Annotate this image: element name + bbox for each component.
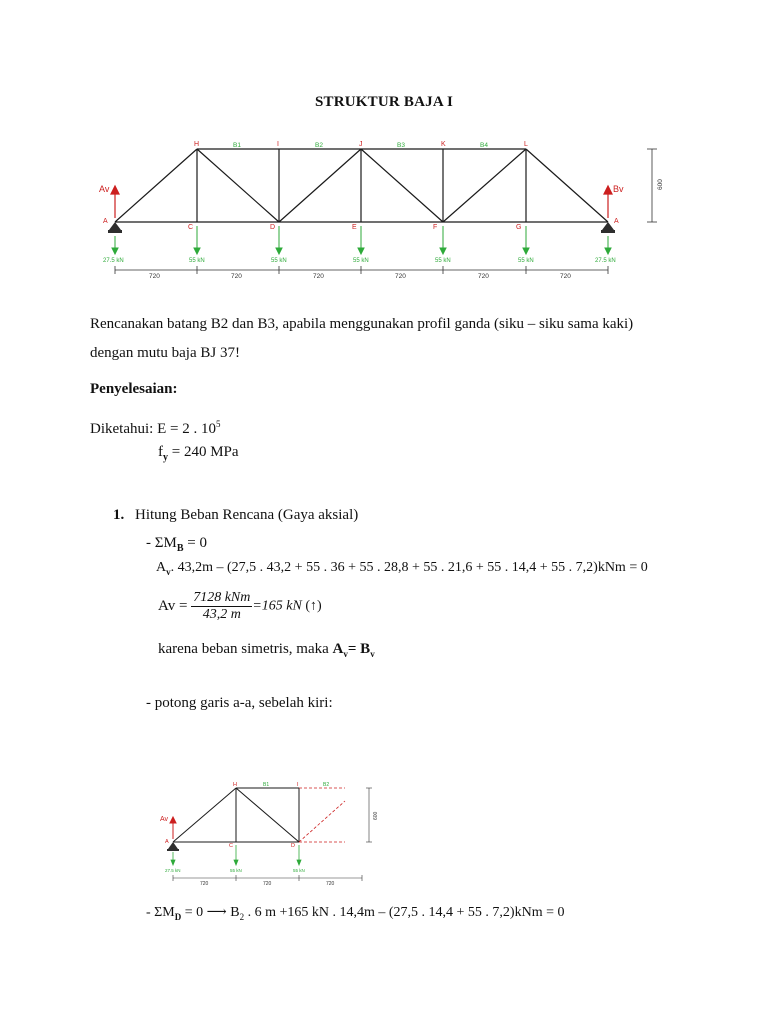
node-f: F — [433, 224, 438, 231]
problem-text-line1: Rencanakan batang B2 dan B3, apabila menggunakan profil ganda (siku – siku sama kaki) — [90, 316, 634, 332]
cut-node-c: C — [229, 843, 233, 849]
cut-node-a: A — [165, 839, 169, 845]
load-label: 55 kN — [435, 258, 451, 264]
node-l: L — [524, 141, 528, 148]
truss-diagram — [90, 130, 680, 285]
span-label: 720 — [231, 273, 242, 280]
support-right — [601, 222, 615, 233]
av-fraction-equation — [158, 590, 322, 623]
problem-text-line2: dengan mutu baja BJ 37! — [90, 345, 240, 361]
node-a-left: A — [103, 218, 108, 225]
sum-md-mid: = 0 ⟶ B — [181, 905, 240, 920]
known-e-exponent: 5 — [215, 419, 221, 429]
member-b4: B4 — [480, 142, 488, 149]
av-equation — [156, 555, 648, 585]
load-label: 55 kN — [518, 258, 534, 264]
load-label: 55 kN — [271, 258, 287, 264]
symm-bv-sub: v — [370, 649, 375, 659]
fraction-result: =165 kN — [252, 598, 302, 614]
symm-pre: karena beban simetris, maka — [158, 641, 333, 657]
symm-av: A — [332, 641, 344, 657]
node-k: K — [441, 141, 446, 148]
span-label: 720 — [560, 273, 571, 280]
sum-md-post: . 6 m +165 kN . 14,4m – (27,5 . 14,4 + 55 . 7,2)kNm = 0 — [244, 905, 565, 920]
step1-number: 1. — [113, 507, 125, 523]
node-c: C — [188, 224, 194, 231]
cut-span-label: 720 — [326, 881, 335, 887]
truss-members — [115, 149, 608, 222]
fy-f: f — [158, 444, 163, 460]
solution-heading: Penyelesaian: — [90, 381, 178, 397]
cut-member-b2: B2 — [323, 782, 330, 788]
span-label: 720 — [478, 273, 489, 280]
known-fy — [158, 439, 239, 471]
load-label: 27.5 kN — [595, 258, 616, 264]
cut-height-label: 600 — [373, 811, 379, 820]
symm-av-sub: v — [343, 649, 348, 659]
cut-node-i: I — [297, 782, 299, 788]
av-eq-sub: v — [166, 566, 171, 577]
sum-mb-post: = 0 — [183, 535, 207, 551]
member-b3: B3 — [397, 142, 405, 149]
load-label: 27.5 kN — [103, 258, 124, 264]
fy-value: = 240 MPa — [168, 444, 239, 460]
fraction-numerator: 7128 kNm — [193, 590, 251, 605]
cut-section-text: - potong garis a-a, sebelah kiri: — [146, 695, 333, 711]
symm-eq: = — [347, 641, 361, 657]
cut-node-d: D — [291, 843, 295, 849]
cut-span-label: 720 — [263, 881, 272, 887]
av-eq-post: . 43,2m – (27,5 . 43,2 + 55 . 36 + 55 . 28,8 + 55 . 21,6 + 55 . 14,4 + 55 . 7,2)kNm = 0 — [170, 560, 648, 575]
fy-sub: y — [163, 452, 168, 463]
support-left — [108, 222, 122, 233]
height-label: 600 — [657, 179, 664, 190]
fraction-denominator: 43,2 m — [202, 607, 241, 622]
symmetry-note — [158, 636, 375, 667]
known-e — [90, 411, 220, 442]
sum-md-sub2: 2 — [239, 911, 245, 922]
node-a-right: A — [614, 218, 619, 225]
load-label: 55 kN — [353, 258, 369, 264]
node-d: D — [270, 224, 276, 231]
node-h: H — [194, 141, 200, 148]
node-i: I — [277, 141, 279, 148]
av-eq-pre: A — [156, 560, 167, 575]
node-j: J — [359, 141, 363, 148]
sum-mb-pre: - ΣM — [146, 535, 177, 551]
span-label: 720 — [149, 273, 160, 280]
node-e: E — [352, 224, 357, 231]
load-label: 55 kN — [189, 258, 205, 264]
sum-md-pre: - ΣM — [146, 905, 175, 920]
cut-load-label: 27.5 kN — [165, 868, 181, 873]
av-fraction — [191, 590, 252, 623]
av-lhs: Av = — [158, 598, 192, 614]
node-g: G — [516, 224, 522, 231]
span-label: 720 — [313, 273, 324, 280]
sum-md-equation — [146, 900, 564, 930]
cut-span-label: 720 — [200, 881, 209, 887]
cut-section-diagram — [155, 775, 385, 890]
symm-bv: B — [360, 641, 371, 657]
sum-md-sub: D — [174, 911, 182, 922]
reaction-bv-label: Bv — [613, 184, 624, 194]
page-title: STRUKTUR BAJA I — [314, 94, 454, 110]
step1-title: Hitung Beban Rencana (Gaya aksial) — [135, 507, 359, 523]
cut-load-label: 55 kN — [230, 868, 242, 873]
fraction-arrow: (↑) — [301, 598, 322, 614]
known-e-text: Diketahui: E = 2 . 10 — [90, 421, 216, 437]
span-label: 720 — [395, 273, 406, 280]
reaction-av-label: Av — [99, 184, 110, 194]
cut-load-label: 55 kN — [293, 868, 305, 873]
member-b1: B1 — [233, 142, 241, 149]
member-b2: B2 — [315, 142, 323, 149]
sum-mb-sub: B — [176, 543, 184, 554]
cut-node-h: H — [233, 782, 237, 788]
cut-reaction-av: Av — [160, 816, 169, 823]
cut-member-b1: B1 — [263, 782, 270, 788]
